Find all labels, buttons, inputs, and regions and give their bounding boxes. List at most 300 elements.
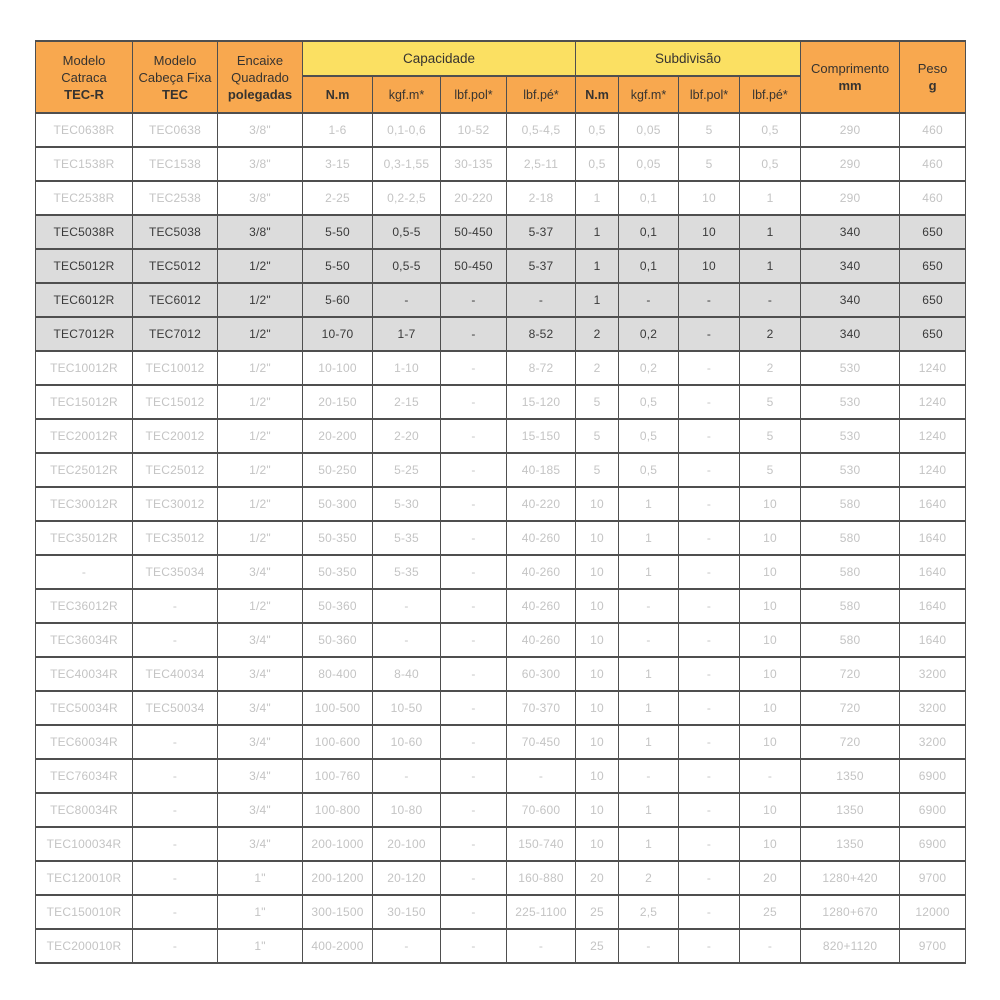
table-cell: 5 — [576, 385, 619, 419]
table-cell: 3/4" — [218, 657, 303, 691]
table-cell: - — [679, 657, 740, 691]
table-cell: TEC6012 — [133, 283, 218, 317]
table-cell: 580 — [801, 555, 900, 589]
header-comprimento — [801, 41, 900, 113]
table-cell: 1240 — [900, 419, 966, 453]
table-cell: 100-760 — [303, 759, 373, 793]
table-cell: 40-260 — [507, 521, 576, 555]
table-cell: - — [441, 453, 507, 487]
table-cell: 5 — [679, 147, 740, 181]
table-cell: TEC5038 — [133, 215, 218, 249]
table-cell: 460 — [900, 181, 966, 215]
table-cell: 290 — [801, 181, 900, 215]
header-line: TEC — [162, 86, 188, 102]
table-cell: - — [619, 283, 679, 317]
table-row — [36, 793, 966, 827]
table-cell: TEC5038R — [36, 215, 133, 249]
table-cell: - — [740, 759, 801, 793]
table-cell: 40-260 — [507, 589, 576, 623]
table-cell: 1/2" — [218, 351, 303, 385]
table-cell: TEC200010R — [36, 929, 133, 963]
table-cell: 2-18 — [507, 181, 576, 215]
table-cell: 5 — [576, 453, 619, 487]
table-cell: 1 — [619, 555, 679, 589]
table-cell: TEC25012 — [133, 453, 218, 487]
table-cell: 6900 — [900, 793, 966, 827]
table-cell: TEC5012R — [36, 249, 133, 283]
table-row — [36, 691, 966, 725]
table-cell: 10 — [679, 249, 740, 283]
table-cell: 720 — [801, 725, 900, 759]
table-cell: 100-500 — [303, 691, 373, 725]
table-cell: 0,2 — [619, 317, 679, 351]
table-cell: 650 — [900, 249, 966, 283]
table-cell: 50-350 — [303, 521, 373, 555]
table-cell: 3/4" — [218, 793, 303, 827]
table-cell: 20 — [576, 861, 619, 895]
table-cell: TEC35034 — [133, 555, 218, 589]
table-row — [36, 895, 966, 929]
table-cell: - — [679, 351, 740, 385]
table-cell: 290 — [801, 113, 900, 147]
table-cell: 5 — [740, 385, 801, 419]
table-cell: 3/8" — [218, 147, 303, 181]
table-cell: 1/2" — [218, 589, 303, 623]
table-cell: 2 — [740, 351, 801, 385]
table-cell: 1/2" — [218, 317, 303, 351]
header-capacidade-lbfpe: lbf.pé* — [507, 76, 576, 113]
header-line: Cabeça Fixa — [138, 69, 212, 85]
table-cell: 20-150 — [303, 385, 373, 419]
table-cell: 290 — [801, 147, 900, 181]
table-cell: - — [679, 317, 740, 351]
table-cell: 1 — [576, 249, 619, 283]
table-cell: 1 — [740, 215, 801, 249]
table-cell: - — [441, 759, 507, 793]
table-cell: 100-600 — [303, 725, 373, 759]
table-row — [36, 385, 966, 419]
table-cell: - — [441, 657, 507, 691]
table-cell: TEC0638 — [133, 113, 218, 147]
table-cell: 2-15 — [373, 385, 441, 419]
table-cell: TEC150010R — [36, 895, 133, 929]
table-cell: 10-100 — [303, 351, 373, 385]
table-cell: 460 — [900, 113, 966, 147]
table-cell: 1-10 — [373, 351, 441, 385]
table-cell: - — [441, 487, 507, 521]
table-cell: 10 — [576, 623, 619, 657]
table-cell: - — [441, 419, 507, 453]
torque-wrench-spec-table — [35, 40, 966, 964]
table-cell: 20-200 — [303, 419, 373, 453]
table-cell: 20 — [740, 861, 801, 895]
table-cell: 1-6 — [303, 113, 373, 147]
table-cell: 0,5-5 — [373, 215, 441, 249]
table-row — [36, 589, 966, 623]
table-cell: 25 — [740, 895, 801, 929]
table-cell: 200-1000 — [303, 827, 373, 861]
table-cell: 200-1200 — [303, 861, 373, 895]
table-cell: - — [441, 861, 507, 895]
table-cell: 2 — [619, 861, 679, 895]
table-cell: 0,05 — [619, 113, 679, 147]
table-cell: - — [133, 589, 218, 623]
table-cell: 10 — [740, 793, 801, 827]
header-subdivisao-nm: N.m — [576, 76, 619, 113]
table-cell: 60-300 — [507, 657, 576, 691]
header-line: polegadas — [227, 86, 293, 102]
table-cell: - — [619, 623, 679, 657]
table-cell: 10 — [576, 487, 619, 521]
table-cell: 2-25 — [303, 181, 373, 215]
table-cell: 5-50 — [303, 249, 373, 283]
table-cell: - — [619, 929, 679, 963]
table-cell: 1 — [619, 657, 679, 691]
table-cell: 1640 — [900, 623, 966, 657]
table-cell: 5 — [740, 419, 801, 453]
table-cell: 1 — [576, 283, 619, 317]
table-cell: 10 — [740, 555, 801, 589]
table-cell: 10 — [740, 827, 801, 861]
table-cell: TEC36012R — [36, 589, 133, 623]
table-cell: 160-880 — [507, 861, 576, 895]
table-cell: TEC2538 — [133, 181, 218, 215]
table-cell: 1/2" — [218, 521, 303, 555]
table-cell: - — [373, 623, 441, 657]
table-cell: - — [740, 283, 801, 317]
table-cell: - — [441, 895, 507, 929]
table-row — [36, 555, 966, 589]
table-cell: TEC10012 — [133, 351, 218, 385]
table-cell: TEC36034R — [36, 623, 133, 657]
table-cell: 70-370 — [507, 691, 576, 725]
table-cell: 2,5-11 — [507, 147, 576, 181]
table-cell: TEC76034R — [36, 759, 133, 793]
table-row — [36, 861, 966, 895]
table-cell: 2 — [576, 351, 619, 385]
table-cell: - — [507, 283, 576, 317]
table-cell: 10 — [576, 759, 619, 793]
table-cell: 0,5-4,5 — [507, 113, 576, 147]
header-capacidade-lbfpol: lbf.pol* — [441, 76, 507, 113]
table-cell: TEC120010R — [36, 861, 133, 895]
table-cell: 10 — [740, 657, 801, 691]
table-cell: - — [133, 895, 218, 929]
table-row — [36, 317, 966, 351]
header-line: g — [928, 78, 937, 93]
table-cell: TEC5012 — [133, 249, 218, 283]
table-cell: - — [619, 759, 679, 793]
table-cell: 50-350 — [303, 555, 373, 589]
table-row — [36, 759, 966, 793]
table-cell: 0,1-0,6 — [373, 113, 441, 147]
table-cell: 1350 — [801, 759, 900, 793]
table-cell: - — [441, 521, 507, 555]
table-cell: 0,1 — [619, 249, 679, 283]
table-cell: - — [133, 827, 218, 861]
table-cell: 10 — [679, 181, 740, 215]
table-cell: 10-50 — [373, 691, 441, 725]
table-cell: 0,1 — [619, 215, 679, 249]
table-cell: 0,5 — [619, 419, 679, 453]
table-cell: 5-37 — [507, 215, 576, 249]
table-cell: TEC7012 — [133, 317, 218, 351]
table-cell: 10 — [576, 521, 619, 555]
table-cell: 25 — [576, 895, 619, 929]
table-cell: 3200 — [900, 691, 966, 725]
table-body — [36, 113, 966, 963]
table-cell: 1280+670 — [801, 895, 900, 929]
table-cell: 3/4" — [218, 555, 303, 589]
table-cell: 50-250 — [303, 453, 373, 487]
table-cell: 1" — [218, 861, 303, 895]
table-cell: TEC35012 — [133, 521, 218, 555]
table-cell: 50-450 — [441, 215, 507, 249]
table-cell: - — [679, 419, 740, 453]
header-capacidade-kgfm: kgf.m* — [373, 76, 441, 113]
header-capacidade-nm: N.m — [303, 76, 373, 113]
table-cell: 1240 — [900, 385, 966, 419]
table-cell: TEC7012R — [36, 317, 133, 351]
table-cell: - — [133, 793, 218, 827]
table-cell: 10 — [576, 793, 619, 827]
table-cell: - — [373, 759, 441, 793]
table-cell: - — [679, 895, 740, 929]
table-cell: 460 — [900, 147, 966, 181]
table-cell: 1 — [619, 725, 679, 759]
header-line: Encaixe — [236, 52, 284, 68]
table-cell: TEC30012R — [36, 487, 133, 521]
table-cell: - — [133, 759, 218, 793]
header-line: Modelo — [62, 52, 106, 68]
table-cell: 40-260 — [507, 555, 576, 589]
table-cell: 1/2" — [218, 487, 303, 521]
table-cell: TEC15012R — [36, 385, 133, 419]
table-cell: 20-120 — [373, 861, 441, 895]
table-cell: 3/4" — [218, 691, 303, 725]
table-cell: 10-80 — [373, 793, 441, 827]
table-cell: 1240 — [900, 453, 966, 487]
table-cell: 70-600 — [507, 793, 576, 827]
table-cell: 25 — [576, 929, 619, 963]
table-cell: 2-20 — [373, 419, 441, 453]
table-cell: - — [679, 453, 740, 487]
table-cell: TEC60034R — [36, 725, 133, 759]
table-cell: - — [679, 589, 740, 623]
table-row — [36, 249, 966, 283]
table-cell: - — [679, 759, 740, 793]
header-line: mm — [838, 78, 862, 93]
table-cell: 10-60 — [373, 725, 441, 759]
table-cell: - — [740, 929, 801, 963]
table-cell: 580 — [801, 589, 900, 623]
table-cell: 1 — [576, 215, 619, 249]
table-cell: 1 — [619, 691, 679, 725]
header-encaixe-quadrado — [218, 41, 303, 113]
table-cell: - — [441, 317, 507, 351]
table-cell: 30-150 — [373, 895, 441, 929]
table-cell: - — [679, 861, 740, 895]
table-cell: 1 — [740, 181, 801, 215]
table-cell: 2,5 — [619, 895, 679, 929]
table-cell: - — [441, 725, 507, 759]
table-cell: 50-300 — [303, 487, 373, 521]
table-cell: - — [507, 929, 576, 963]
table-cell: 1280+420 — [801, 861, 900, 895]
table-cell: 1 — [740, 249, 801, 283]
table-cell: 8-40 — [373, 657, 441, 691]
table-cell: 0,5 — [576, 113, 619, 147]
table-cell: 10-70 — [303, 317, 373, 351]
table-row — [36, 623, 966, 657]
table-cell: TEC15012 — [133, 385, 218, 419]
table-cell: 3/8" — [218, 113, 303, 147]
table-cell: 10 — [740, 521, 801, 555]
table-cell: TEC30012 — [133, 487, 218, 521]
table-cell: 650 — [900, 283, 966, 317]
header-line: Peso — [917, 61, 948, 76]
table-row — [36, 181, 966, 215]
table-cell: TEC100034R — [36, 827, 133, 861]
table-cell: TEC40034R — [36, 657, 133, 691]
table-row — [36, 113, 966, 147]
table-cell: - — [373, 589, 441, 623]
table-row — [36, 657, 966, 691]
table-cell: 5 — [576, 419, 619, 453]
table-cell: - — [679, 283, 740, 317]
table-header — [36, 41, 966, 113]
table-cell: 530 — [801, 351, 900, 385]
header-row-groups — [36, 41, 966, 76]
table-cell: 3/4" — [218, 623, 303, 657]
table-cell: 1/2" — [218, 283, 303, 317]
table-cell: 15-120 — [507, 385, 576, 419]
table-cell: 1/2" — [218, 385, 303, 419]
table-cell: 50-360 — [303, 623, 373, 657]
table-cell: 150-740 — [507, 827, 576, 861]
table-cell: 10 — [576, 691, 619, 725]
table-cell: 3/4" — [218, 827, 303, 861]
table-cell: 40-220 — [507, 487, 576, 521]
table-cell: TEC35012R — [36, 521, 133, 555]
table-row — [36, 487, 966, 521]
table-cell: - — [36, 555, 133, 589]
table-cell: TEC50034R — [36, 691, 133, 725]
table-cell: - — [133, 861, 218, 895]
table-cell: 300-1500 — [303, 895, 373, 929]
table-cell: 1640 — [900, 589, 966, 623]
table-cell: 70-450 — [507, 725, 576, 759]
table-cell: 5-37 — [507, 249, 576, 283]
table-cell: 6900 — [900, 759, 966, 793]
table-cell: 5-50 — [303, 215, 373, 249]
table-cell: 1 — [576, 181, 619, 215]
table-cell: - — [679, 385, 740, 419]
table-cell: 3-15 — [303, 147, 373, 181]
table-cell: - — [679, 793, 740, 827]
table-cell: TEC1538 — [133, 147, 218, 181]
table-cell: - — [679, 555, 740, 589]
table-cell: 0,5-5 — [373, 249, 441, 283]
table-cell: 40-185 — [507, 453, 576, 487]
table-cell: 340 — [801, 317, 900, 351]
table-cell: TEC10012R — [36, 351, 133, 385]
table-cell: 400-2000 — [303, 929, 373, 963]
table-cell: 0,2 — [619, 351, 679, 385]
table-cell: 1 — [619, 827, 679, 861]
table-cell: 1 — [619, 793, 679, 827]
table-cell: 530 — [801, 419, 900, 453]
table-cell: 0,05 — [619, 147, 679, 181]
table-row — [36, 827, 966, 861]
table-cell: 100-800 — [303, 793, 373, 827]
header-modelo-catraca — [36, 41, 133, 113]
table-cell: 5-25 — [373, 453, 441, 487]
table-cell: 50-360 — [303, 589, 373, 623]
table-cell: - — [441, 929, 507, 963]
table-row — [36, 453, 966, 487]
table-cell: 3/4" — [218, 725, 303, 759]
table-cell: 580 — [801, 521, 900, 555]
table-row — [36, 283, 966, 317]
header-line: Catraca — [61, 69, 107, 85]
table-cell: - — [679, 521, 740, 555]
table-cell: - — [441, 691, 507, 725]
table-cell: 3/4" — [218, 759, 303, 793]
table-cell: 1640 — [900, 521, 966, 555]
table-row — [36, 725, 966, 759]
table-cell: 0,2-2,5 — [373, 181, 441, 215]
table-cell: 10 — [576, 555, 619, 589]
table-cell: 10 — [679, 215, 740, 249]
table-row — [36, 215, 966, 249]
table-cell: 340 — [801, 249, 900, 283]
table-cell: 1640 — [900, 487, 966, 521]
table-cell: 10-52 — [441, 113, 507, 147]
table-cell: 8-52 — [507, 317, 576, 351]
table-cell: 10 — [576, 657, 619, 691]
table-cell: 3200 — [900, 725, 966, 759]
table-cell: 650 — [900, 317, 966, 351]
table-row — [36, 521, 966, 555]
table-row — [36, 147, 966, 181]
table-cell: 5-30 — [373, 487, 441, 521]
table-cell: 1640 — [900, 555, 966, 589]
table-cell: 10 — [740, 691, 801, 725]
table-cell: TEC6012R — [36, 283, 133, 317]
table-row — [36, 929, 966, 963]
table-cell: 820+1120 — [801, 929, 900, 963]
table-cell: TEC0638R — [36, 113, 133, 147]
table-cell: 9700 — [900, 861, 966, 895]
table-cell: - — [133, 623, 218, 657]
header-line: TEC-R — [64, 86, 104, 102]
table-cell: 10 — [740, 589, 801, 623]
table-cell: - — [679, 827, 740, 861]
table-cell: 10 — [740, 725, 801, 759]
table-cell: - — [133, 929, 218, 963]
header-group-subdivisao: Subdivisão — [576, 41, 801, 76]
table-cell: 1-7 — [373, 317, 441, 351]
table-cell: 5-60 — [303, 283, 373, 317]
table-cell: 5-35 — [373, 555, 441, 589]
table-cell: 0,5 — [740, 113, 801, 147]
table-cell: 20-100 — [373, 827, 441, 861]
table-cell: TEC2538R — [36, 181, 133, 215]
table-cell: 2 — [576, 317, 619, 351]
table-cell: 1/2" — [218, 453, 303, 487]
table-cell: 3200 — [900, 657, 966, 691]
